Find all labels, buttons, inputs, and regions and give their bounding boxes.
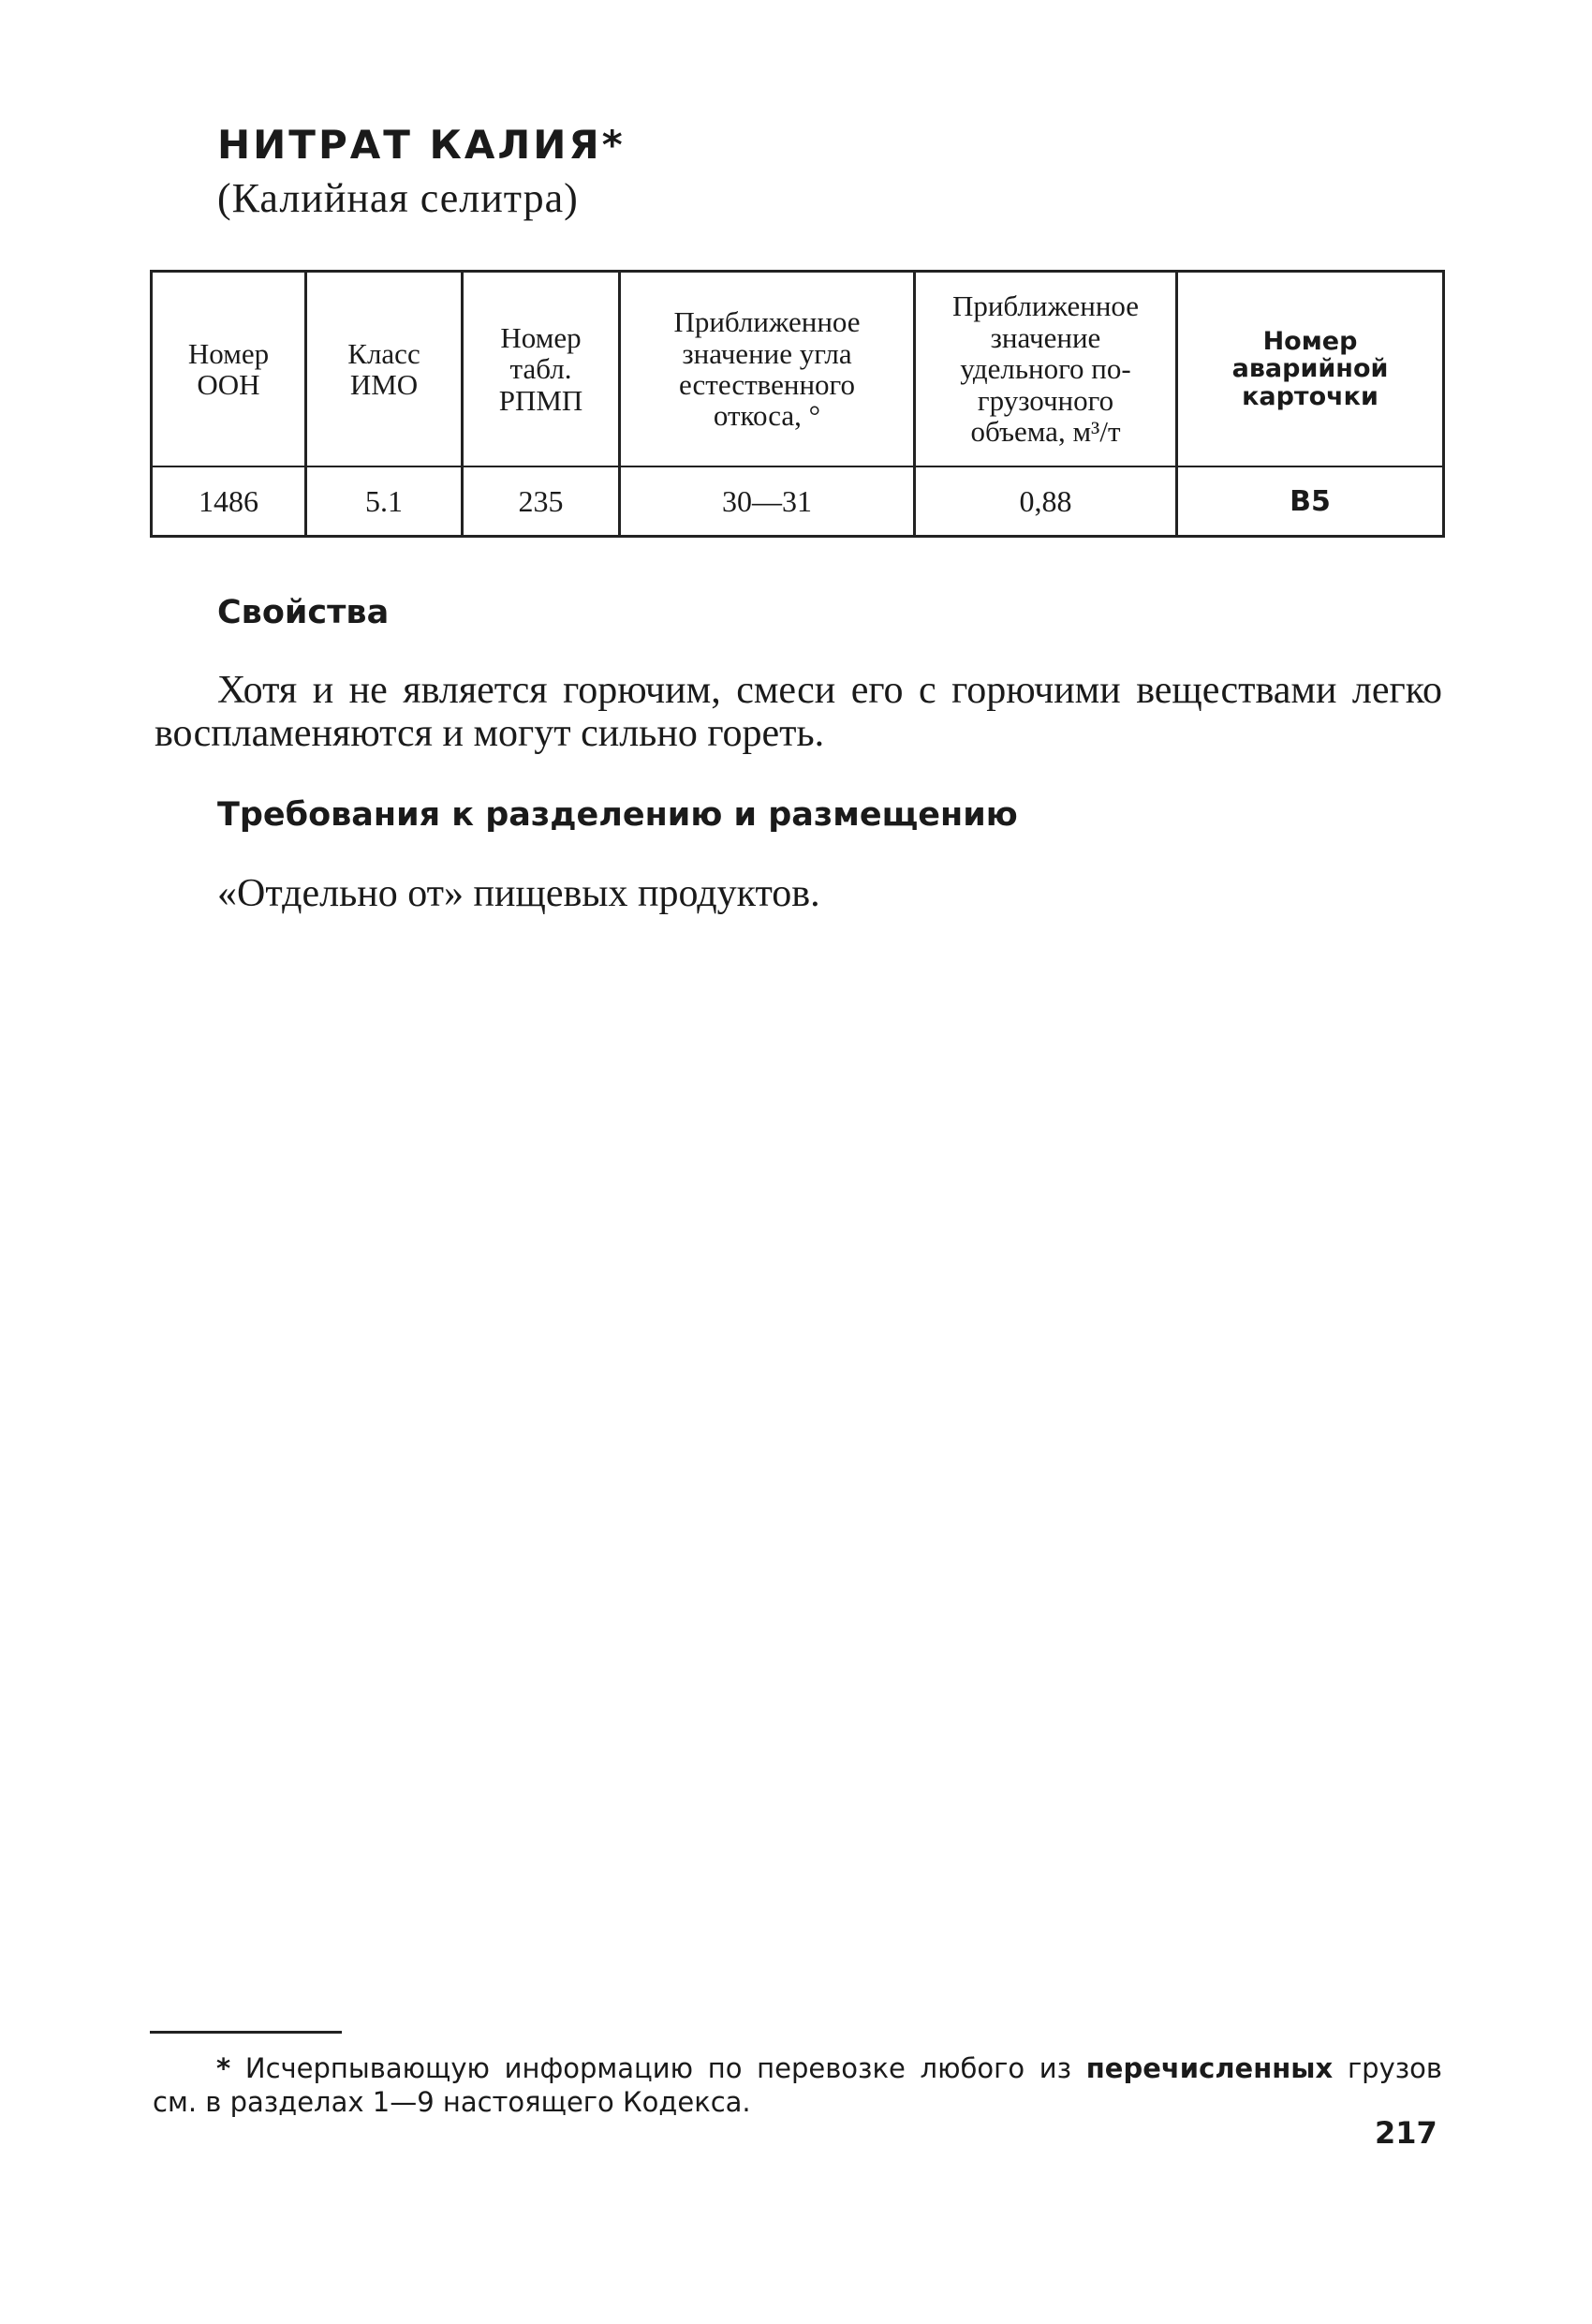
cell-rpmp-table: 235 (463, 466, 620, 537)
table-header-row (152, 272, 1444, 467)
header-line: ИМО (349, 368, 419, 401)
header-stowage-factor (915, 272, 1177, 467)
cell-emergency-card: В5 (1177, 466, 1444, 537)
header-line: Приближенное (673, 305, 861, 339)
header-line: Класс (347, 336, 420, 370)
header-line: грузочного (977, 383, 1114, 417)
properties-text: Хотя и не является горючим, смеси его с горючими веществами легко воспламеняются и могут сильно гореть. (155, 669, 1442, 755)
header-line: табл. (509, 352, 572, 386)
header-rpmp-table (463, 272, 620, 467)
header-line: РПМП (498, 383, 583, 417)
header-angle-of-repose (620, 272, 915, 467)
header-line: ООН (197, 368, 260, 401)
footnote-text-rest: грузов см. в разделах 1—9 настоящего Кодекса. (153, 2052, 1443, 2118)
header-line: откоса, ° (713, 399, 821, 433)
header-line: Номер (500, 320, 582, 354)
header-line: карточки (1242, 381, 1378, 411)
footnote-text-bold: перечисленных (1085, 2052, 1334, 2084)
footnote-divider (150, 2031, 342, 2034)
header-line: объема, м³/т (970, 415, 1121, 449)
header-emergency-card (1177, 272, 1444, 467)
header-line: удельного по- (960, 352, 1131, 386)
properties-heading: Свойства (217, 594, 390, 631)
page-number: 217 (1375, 2115, 1437, 2151)
page-title: НИТРАТ КАЛИЯ* (217, 122, 626, 168)
header-line: Номер (1262, 327, 1358, 357)
header-line: значение угла (682, 336, 852, 370)
header-line: естественного (678, 368, 855, 401)
cell-stowage-factor: 0,88 (915, 466, 1177, 537)
header-imo-class (306, 272, 463, 467)
header-line: значение (990, 320, 1101, 354)
table-row (152, 466, 1444, 537)
cargo-data-table (150, 270, 1445, 538)
footnote-text: Исчерпывающую информацию по перевозке любого из (244, 2052, 1086, 2084)
page-subtitle: (Калийная селитра) (217, 175, 579, 221)
cell-angle-of-repose: 30—31 (620, 466, 915, 537)
cell-imo-class: 5.1 (306, 466, 463, 537)
separation-heading: Требования к разделению и размещению (217, 796, 1018, 834)
separation-text: «Отдельно от» пищевых продуктов. (217, 872, 820, 915)
header-un-number (152, 272, 306, 467)
header-line: Приближенное (951, 289, 1140, 323)
header-line: аварийной (1231, 354, 1389, 384)
footnote (153, 2051, 1442, 2119)
cell-un-number: 1486 (152, 466, 306, 537)
header-line: Номер (187, 336, 270, 370)
footnote-marker: * (216, 2052, 231, 2084)
